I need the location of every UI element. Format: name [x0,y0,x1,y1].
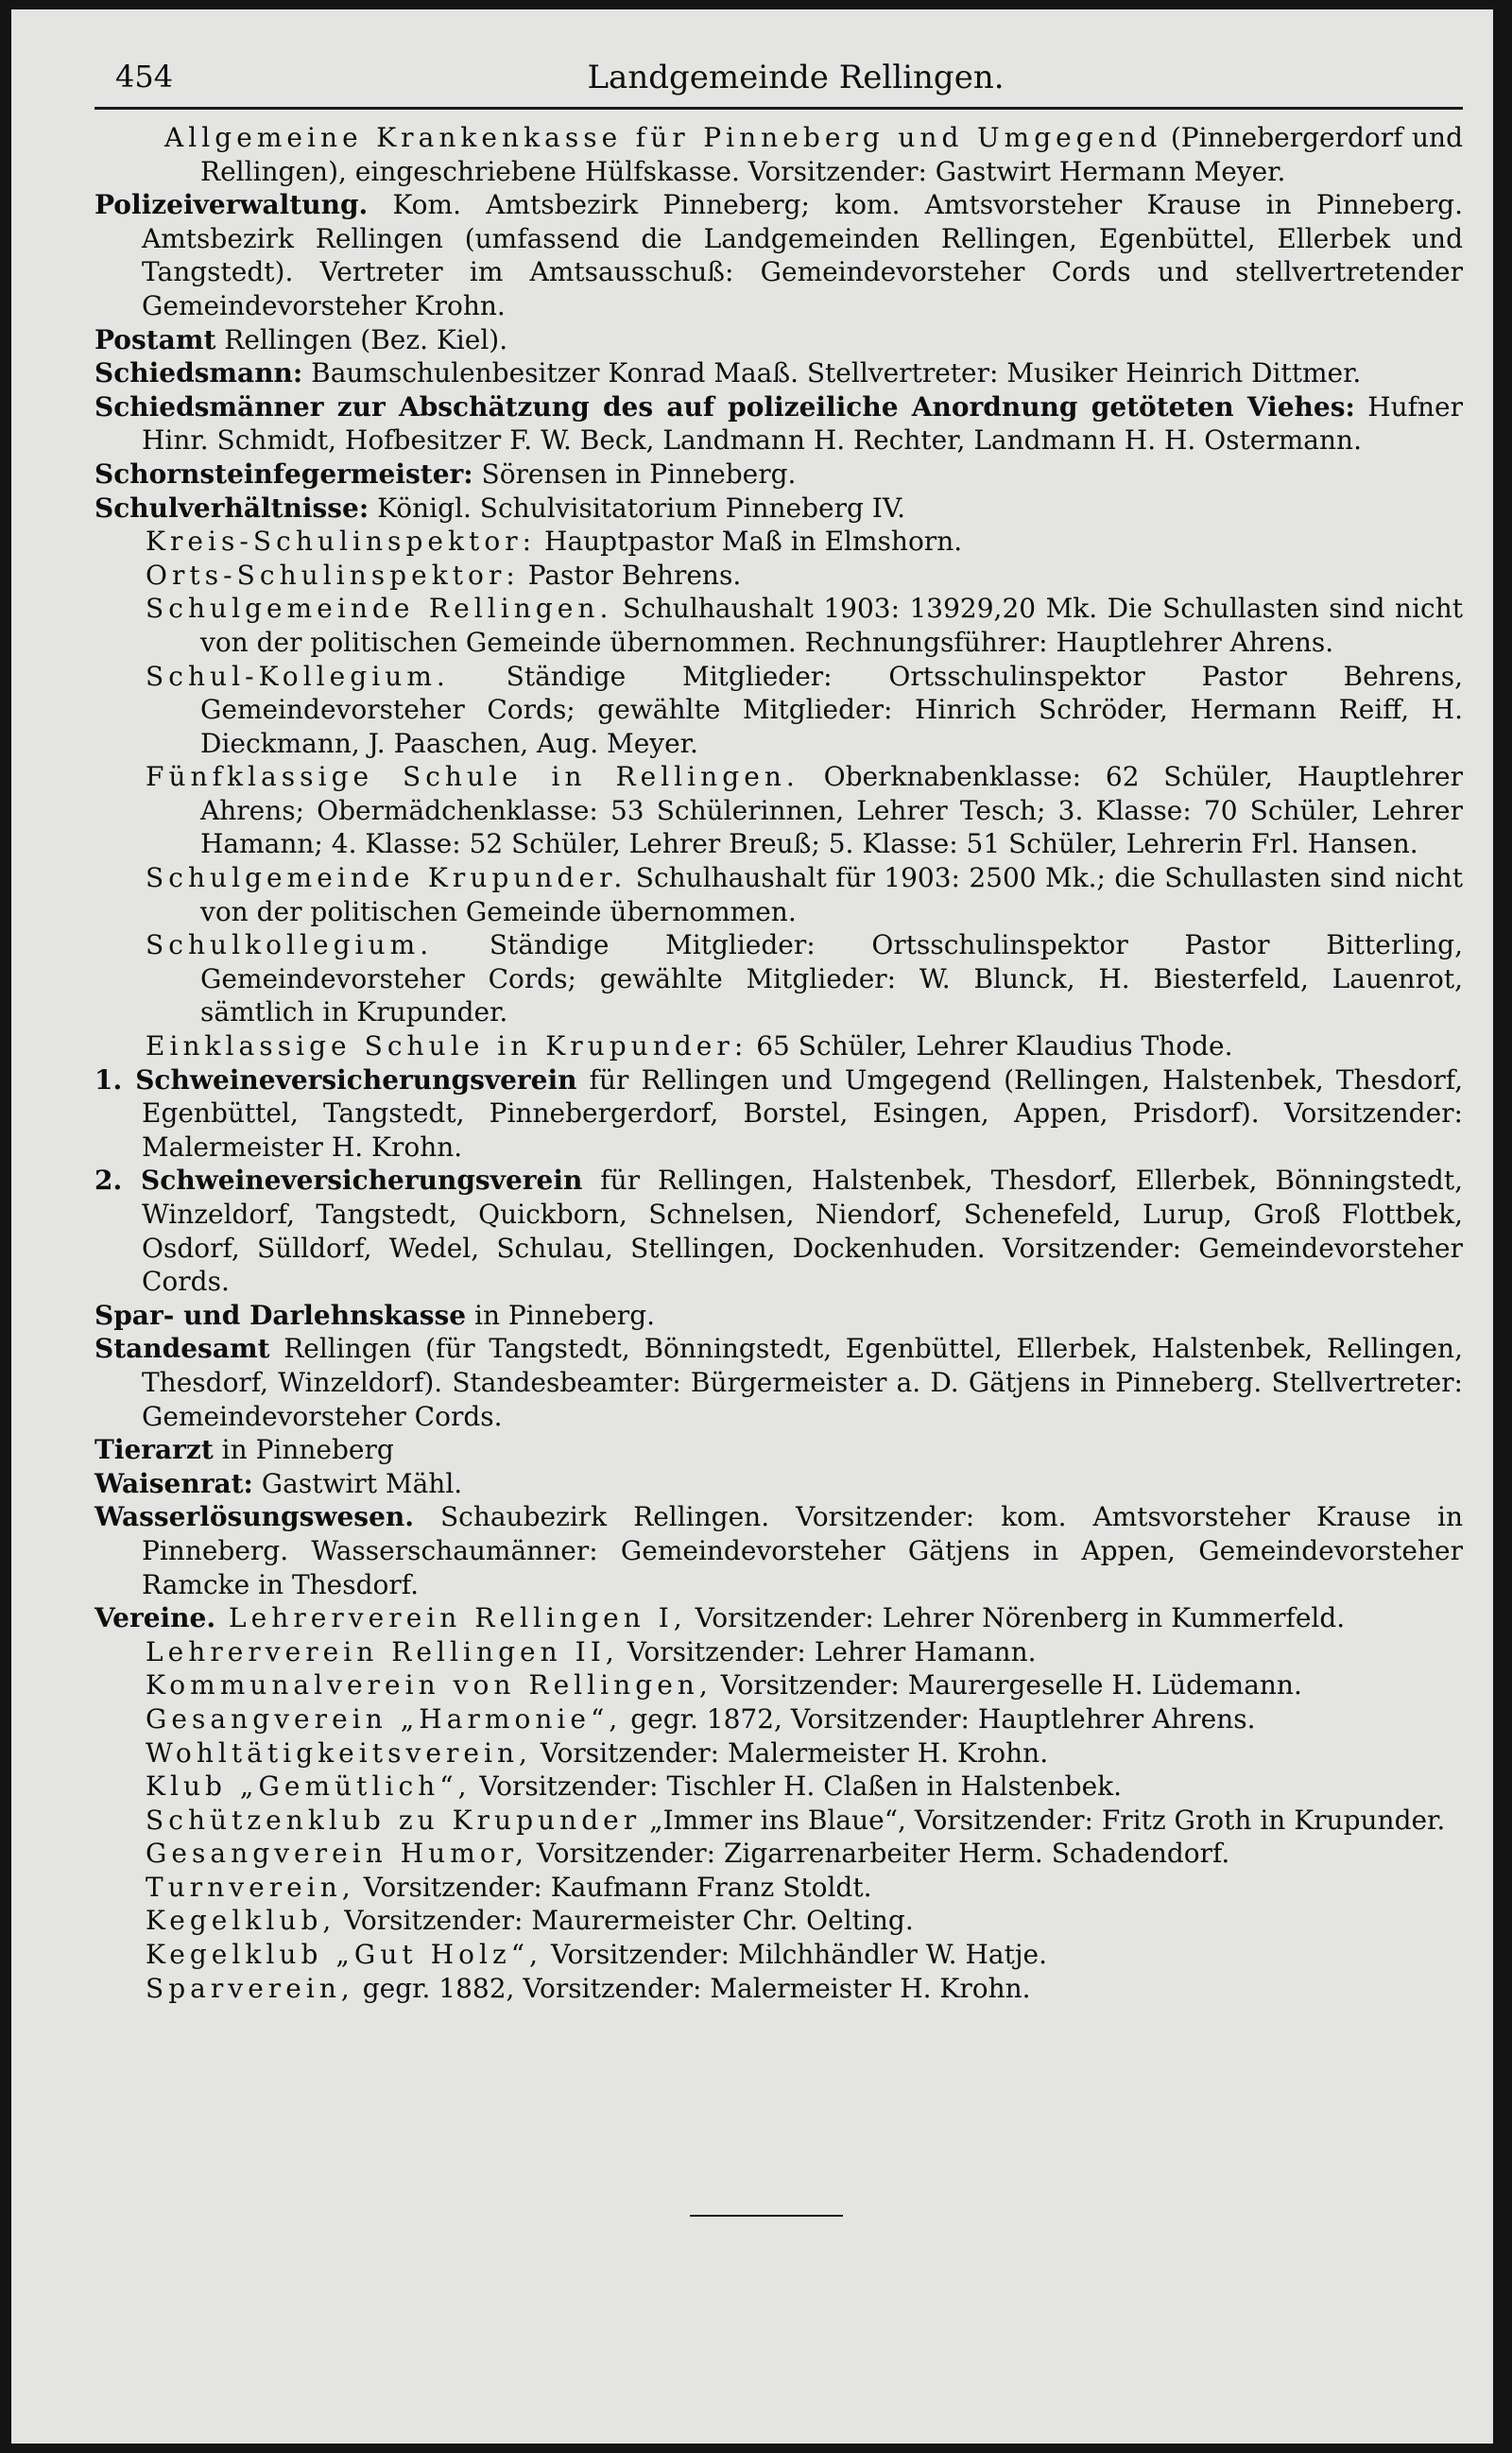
entry-text: (Pinnebergerdorf und Rellingen), eingeschriebene Hülfskasse. Vorsitzender: Gastwirt Hermann Meyer. [200,122,1463,187]
entry-spaced-heading: Schulkollegium. [146,929,434,961]
entry-spaced-heading: Gesangverein Humor, [146,1838,529,1870]
directory-entry [94,1871,1463,1905]
directory-entry [94,188,1463,322]
entry-text: Vorsitzender: Malermeister H. Krohn. [532,1736,1049,1769]
directory-entry [94,760,1463,861]
entry-text: Vorsitzender: Maurergeselle H. Lüdemann. [712,1669,1302,1702]
directory-entry [94,323,1463,357]
entry-text: Vorsitzender: Kaufmann Franz Stoldt. [354,1871,872,1903]
entry-text: Ständige Mitglieder: Ortsschulinspektor Pastor Bitterling, Gemeindevorsteher Cords; gewählte Mitglieder: W. Blunck, H. Biesterfeld, Lauenrot, sämtlich in Krupunder. [200,929,1463,1028]
end-rule [690,2215,843,2217]
directory-entry [94,1467,1463,1501]
entry-text: Königl. Schulvisitatorium Pinneberg IV. [369,492,906,524]
entry-text: Vorsitzender: Lehrer Hamann. [618,1635,1037,1667]
entry-text: Baumschulenbesitzer Konrad Maaß. Stellvertreter: Musiker Heinrich Dittmer. [302,357,1362,389]
directory-entries [94,121,1463,2005]
entry-heading: Vereine. [94,1602,216,1634]
entry-text: 65 Schüler, Lehrer Klaudius Thode. [747,1030,1233,1062]
directory-entry [94,1938,1463,1972]
entry-spaced-heading: Einklassige Schule in Krupunder: [146,1030,748,1062]
directory-entry [94,1804,1463,1838]
entry-text: gegr. 1882, Vorsitzender: Malermeister H. Krohn. [353,1972,1031,2004]
directory-entry [94,861,1463,928]
page-header [115,59,1476,106]
entry-text: Pastor Behrens. [519,559,742,591]
entry-heading: Schornsteinfegermeister: [94,458,473,490]
directory-entry [94,1332,1463,1433]
directory-entry [94,1904,1463,1938]
entry-heading: Postamt [94,323,216,355]
directory-entry [94,1164,1463,1298]
page-number: 454 [115,59,174,95]
directory-entry [94,1063,1463,1165]
entry-spaced-heading: Klub „Gemütlich“, [146,1771,472,1803]
entry-spaced-heading: Kreis-Schulinspektor: [146,526,537,558]
directory-entry [94,1635,1463,1669]
entry-heading: Wasserlösungswesen. [94,1501,414,1533]
document-page [11,9,1493,2444]
entry-text: Vorsitzender: Maurermeister Chr. Oelting. [335,1905,914,1937]
directory-entry [94,1601,1463,1635]
directory-entry [94,1972,1463,2006]
directory-entry [94,1299,1463,1333]
entry-text: Vorsitzender: Lehrer Nörenberg in Kummerfeld. [686,1602,1346,1634]
entry-text: Sörensen in Pinneberg. [472,458,797,490]
directory-entry [94,525,1463,559]
entry-spaced-heading: Sparverein, [146,1972,354,2004]
directory-entry [94,928,1463,1029]
entry-spaced-heading: Kommunalverein von Rellingen, [146,1669,713,1702]
entry-spaced-heading: Kegelklub „Gut Holz“, [146,1939,543,1971]
entry-heading: Tierarzt [94,1434,214,1466]
header-rule [94,107,1463,110]
entry-spaced-heading: Schulgemeinde Rellingen. [146,593,613,625]
entry-spaced-heading: Wohltätigkeitsverein, [146,1736,532,1769]
directory-entry [94,559,1463,593]
entry-text: Hauptpastor Maß in Elmshorn. [536,526,963,558]
directory-entry [94,1500,1463,1601]
entry-spaced-heading: Orts-Schulinspektor: [146,559,520,591]
directory-entry [94,592,1463,659]
entry-spaced-heading: Allgemeine Krankenkasse für Pinneberg und Umgegend [164,122,1162,153]
entry-spaced-heading: Schützenklub zu Krupunder [146,1804,642,1836]
entry-text: Oberknabenklasse: 62 Schüler, Hauptlehrer Ahrens; Obermädchenklasse: 53 Schülerinnen, Lehrer Tesch; 3. Klasse: 70 Schüler, Lehrer Hamann; 4. Klasse: 52 Schüler, Lehrer Breuß; 5. Klasse: 51 Schüler, Lehrerin Frl. Hansen. [200,761,1464,860]
entry-spaced-heading: Lehrerverein Rellingen I, [215,1602,687,1634]
directory-entry [94,1029,1463,1063]
directory-entry [94,1770,1463,1804]
entry-text: Vorsitzender: Tischler H. Claßen in Halstenbek. [471,1771,1123,1803]
directory-entry [94,390,1463,458]
running-title: Landgemeinde Rellingen. [587,59,1005,96]
entry-spaced-heading: Turnverein, [146,1871,355,1903]
entry-spaced-heading: Gesangverein „Harmonie“, [146,1702,623,1735]
entry-heading: Spar- und Darlehnskasse [94,1299,467,1331]
entry-text: Schaubezirk Rellingen. Vorsitzender: kom. Amtsvorsteher Krause in Pinneberg. Wasserschaumänner: Gemeindevorsteher Gätjens in Appen, Gemeindevorsteher Ramcke in Thesdorf. [142,1501,1463,1600]
entry-heading: Schulverhältnisse: [94,492,369,524]
entry-heading: Schiedsmänner zur Abschätzung des auf polizeiliche Anordnung getöteten Viehes: [94,390,1355,423]
entry-heading: 1. Schweineversicherungsverein [94,1063,577,1096]
entry-text: Vorsitzender: Milchhändler W. Hatje. [542,1939,1047,1971]
entry-spaced-heading: Lehrerverein Rellingen II, [146,1635,619,1667]
entry-heading: Waisenrat: [94,1467,253,1499]
entry-spaced-heading: Kegelklub, [146,1905,336,1937]
entry-text: Schulhaushalt 1903: 13929,20 Mk. Die Schullasten sind nicht von der politischen Gemeinde übernommen. Rechnungsführer: Hauptlehrer Ahrens. [200,593,1463,658]
entry-heading: Schiedsmann: [94,357,303,389]
entry-text: für Rellingen und Umgegend (Rellingen, Halstenbek, Thesdorf, Egenbüttel, Tangstedt, Pinnebergerdorf, Borstel, Esingen, Appen, Prisdorf). Vorsitzender: Malermeister H. Krohn. [142,1063,1463,1163]
entry-text: für Rellingen, Halstenbek, Thesdorf, Ellerbek, Bönningstedt, Winzeldorf, Tangstedt, Quickborn, Schnelsen, Niendorf, Schenefeld, Lurup, Groß Flottbek, Osdorf, Sülldorf, Wedel, Schulau, Stellingen, Dockenhuden. Vorsitzender: Gemeindevorsteher Cords. [142,1165,1463,1298]
directory-entry [94,356,1463,390]
entry-text: Ständige Mitglieder: Ortsschulinspektor Pastor Behrens, Gemeindevorsteher Cords; gewählte Mitglieder: Hinrich Schröder, Hermann Reiff, H. Dieckmann, J. Paaschen, Aug. Meyer. [200,660,1463,759]
entry-text: Vorsitzender: Zigarrenarbeiter Herm. Schadendorf. [528,1838,1230,1870]
directory-entry [94,1736,1463,1771]
entry-text: Schulhaushalt für 1903: 2500 Mk.; die Schullasten sind nicht von der politischen Gemeinde übernommen. [200,862,1463,927]
entry-spaced-heading: Schul-Kollegium. [146,660,450,692]
entry-text: „Immer ins Blaue“, Vorsitzender: Fritz Groth in Krupunder. [641,1804,1446,1836]
directory-entry [94,458,1463,492]
entry-heading: Standesamt [94,1333,270,1365]
directory-entry [94,1433,1463,1467]
entry-spaced-heading: Schulgemeinde Krupunder. [146,862,627,894]
directory-entry [94,1668,1463,1702]
entry-heading: Polizeiverwaltung. [94,189,369,221]
entry-text: gegr. 1872, Vorsitzender: Hauptlehrer Ahrens. [622,1702,1256,1735]
entry-spaced-heading: Fünfklassige Schule in Rellingen. [146,761,799,793]
directory-entry [94,660,1463,761]
entry-text: Rellingen (für Tangstedt, Bönningstedt, Egenbüttel, Ellerbek, Halstenbek, Rellingen, Thesdorf, Winzeldorf). Standesbeamter: Bürgermeister a. D. Gätjens in Pinneberg. Stellvertreter: Gemeindevorsteher Cords. [142,1333,1463,1432]
entry-text: Gastwirt Mähl. [252,1467,463,1499]
directory-entry [94,121,1463,188]
entry-text: in Pinneberg [213,1434,394,1466]
entry-text: Kom. Amtsbezirk Pinneberg; kom. Amtsvorsteher Krause in Pinneberg. Amtsbezirk Rellingen (umfassend die Landgemeinden Rellingen, Egenbüttel, Ellerbek und Tangstedt). Vertreter im Amtsausschuß: Gemeindevorsteher Cords und stellvertretender Gemeindevorsteher Krohn. [142,189,1463,321]
entry-heading: 2. Schweineversicherungsverein [94,1165,583,1197]
entry-text: Rellingen (Bez. Kiel). [215,323,508,355]
directory-entry [94,492,1463,526]
directory-entry [94,1702,1463,1736]
entry-text: in Pinneberg. [466,1299,656,1331]
directory-entry [94,1837,1463,1871]
entry-text: Hufner Hinr. Schmidt, Hofbesitzer F. W. Beck, Landmann H. Rechter, Landmann H. H. Ostermann. [142,390,1463,457]
